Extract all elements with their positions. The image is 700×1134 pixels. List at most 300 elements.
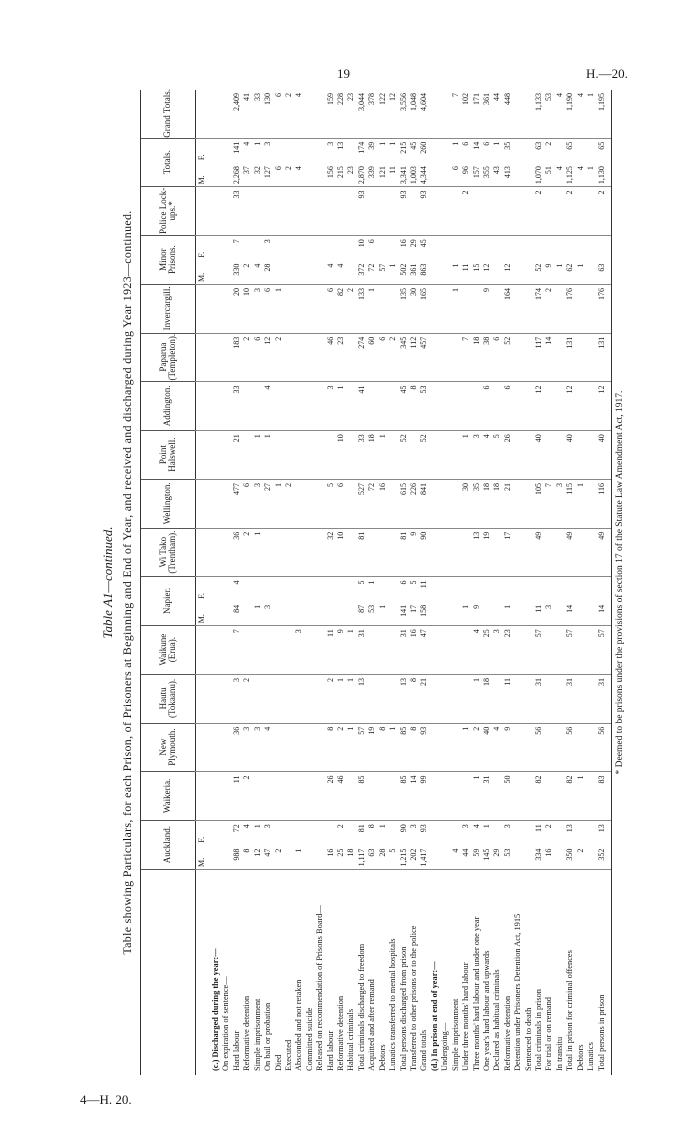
table-cell: 3 — [409, 824, 418, 829]
table-cell: 10 — [336, 434, 346, 443]
table-cell: 1,125 — [565, 166, 575, 185]
table-cell: 9 — [502, 726, 512, 731]
table-cell: 2 — [273, 848, 283, 853]
table-cell: 2 — [283, 166, 293, 171]
table-cell: 260 — [419, 141, 429, 154]
table-cell: 19 — [367, 726, 377, 735]
table-cell: 2,268 — [231, 166, 241, 185]
table-cell: 4 — [575, 93, 585, 97]
table-cell: 35 — [471, 483, 481, 491]
table-cell: 350 — [565, 848, 575, 861]
table-cell: 1 — [377, 141, 387, 146]
table-cell: 31 — [481, 775, 491, 784]
table-cell: 156 — [325, 166, 335, 179]
table-cell: 13 — [336, 141, 346, 150]
table-cell: 3 — [325, 141, 335, 146]
column-header: Auckland. — [141, 820, 195, 870]
row-label: Lunatics — [586, 1042, 596, 1071]
table-cell: 7 — [461, 336, 471, 341]
table-cell: 8 — [242, 848, 252, 853]
table-cell: 6 — [492, 336, 502, 341]
table-footnote: * Deemed to be prisons under the provisions of section 17 of the Statute Law Amendment Act, 1917. — [615, 390, 625, 775]
column-divider — [195, 382, 611, 383]
female-subheader: F. — [197, 154, 206, 161]
table-cell: 45 — [409, 141, 418, 150]
table-cell: 33 — [231, 190, 241, 199]
table-cell: 3 — [231, 678, 241, 682]
table-cell: 6 — [367, 239, 377, 244]
table-cell: 2 — [534, 190, 544, 195]
table-cell: 32 — [325, 531, 335, 540]
table-cell: 3 — [263, 824, 273, 829]
table-cell: 11 — [231, 775, 241, 784]
table-cell: 36 — [231, 531, 241, 540]
row-label: Reformative detention — [336, 995, 346, 1071]
table-cell: 1 — [388, 141, 398, 146]
table-cell: 2,870 — [356, 166, 366, 185]
table-cell: 4 — [252, 263, 262, 268]
table-cell: 16 — [409, 629, 418, 638]
page-reference: H.—20. — [586, 66, 628, 81]
table-cell: 37 — [242, 166, 252, 175]
table-cell: 3 — [325, 385, 335, 390]
table-cell: 133 — [356, 288, 366, 300]
table-cell: 28 — [263, 263, 273, 272]
table-cell: 448 — [502, 93, 512, 105]
table-cell: 12 — [481, 263, 491, 272]
table-cell: 6 — [377, 336, 387, 341]
table-cell: 23 — [346, 93, 356, 101]
table-cell: 23 — [336, 336, 346, 345]
table-cell: 41 — [242, 93, 252, 101]
table-cell: 53 — [419, 385, 429, 394]
column-divider — [195, 430, 611, 431]
table-cell: 361 — [481, 93, 491, 105]
table-cell: 135 — [398, 288, 408, 300]
table-cell: 5 — [388, 848, 398, 853]
row-label: Acquitted and after remand — [367, 979, 377, 1071]
table-cell: 3 — [252, 483, 262, 487]
table-cell: 5 — [409, 580, 418, 585]
table-cell: 44 — [492, 93, 502, 101]
table-cell: 4 — [575, 166, 585, 171]
table-cell: 1,133 — [534, 93, 544, 111]
table-cell: 4 — [294, 93, 304, 97]
table-cell: 1 — [377, 434, 387, 439]
table-cell: 25 — [336, 848, 346, 857]
table-cell: 1 — [450, 288, 460, 292]
table-cell: 14 — [596, 604, 606, 613]
prison-table — [140, 90, 612, 1075]
row-label: Debtors — [377, 1044, 387, 1071]
table-cell: 122 — [377, 93, 387, 105]
table-cell: 1 — [346, 629, 356, 634]
male-subheader: M. — [197, 857, 206, 867]
table-cell: 83 — [596, 775, 606, 784]
table-cell: 3,556 — [398, 93, 408, 111]
table-cell: 62 — [565, 263, 575, 272]
table-cell: 21 — [419, 678, 429, 686]
table-cell: 18 — [492, 483, 502, 491]
table-cell: 477 — [231, 483, 241, 495]
table-cell: 82 — [565, 775, 575, 784]
table-cell: 51 — [544, 166, 554, 175]
table-cell: 7 — [231, 239, 241, 244]
table-cell: 339 — [367, 166, 377, 179]
table-cell: 2 — [336, 824, 346, 829]
table-cell: 81 — [398, 531, 408, 540]
table-cell: 1 — [554, 263, 564, 268]
table-cell: 3 — [502, 824, 512, 829]
table-cell: 93 — [419, 726, 429, 735]
row-label: Detention under Prisoners Detention Act, 1915 — [513, 913, 523, 1071]
table-cell: 12 — [388, 93, 398, 101]
table-cell: 10 — [336, 531, 346, 540]
table-cell: 72 — [231, 824, 241, 833]
table-cell: 13 — [596, 824, 606, 833]
table-cell: 1 — [575, 483, 585, 487]
table-cell: 1 — [586, 166, 596, 171]
table-cell: 13 — [471, 531, 481, 540]
column-header: Waikune (Erua). — [141, 625, 195, 675]
table-cell: 81 — [356, 531, 366, 540]
row-label: Lunatics transferred to mental hospitals — [388, 938, 398, 1071]
table-cell: 378 — [367, 93, 377, 105]
table-cell: 4 — [263, 726, 273, 731]
table-cell: 26 — [325, 775, 335, 784]
column-header: Paparua (Templeton). — [141, 333, 195, 383]
table-cell: 345 — [398, 336, 408, 349]
table-cell: 4 — [325, 263, 335, 268]
row-label: Total persons in prison — [596, 994, 606, 1071]
table-cell: 1 — [252, 824, 262, 829]
table-cell: 2,409 — [231, 93, 241, 111]
table-cell: 8 — [409, 678, 418, 682]
table-cell: 2 — [471, 726, 481, 731]
row-label: In transitu — [554, 1036, 564, 1071]
table-cell: 117 — [534, 336, 544, 349]
table-cell: 35 — [502, 141, 512, 150]
table-cell: 57 — [534, 629, 544, 638]
table-cell: 23 — [502, 629, 512, 638]
row-label: Reformative detention — [242, 995, 252, 1071]
table-cell: 47 — [419, 629, 429, 638]
row-label: Total criminals discharged to freedom — [356, 943, 366, 1071]
table-cell: 1 — [461, 726, 471, 731]
table-cell: 72 — [367, 263, 377, 272]
table-cell: 8 — [409, 726, 418, 731]
table-cell: 10 — [242, 288, 252, 296]
table-cell: 3 — [252, 288, 262, 292]
table-cell: 31 — [596, 678, 606, 686]
table-cell: 21 — [231, 434, 241, 443]
table-cell: 1,070 — [534, 166, 544, 185]
row-label: Absconded and not retaken — [294, 979, 304, 1071]
table-cell: 85 — [398, 726, 408, 735]
table-cell: 1 — [502, 604, 512, 609]
column-header: Napier. — [141, 577, 195, 627]
table-cell: 38 — [481, 336, 491, 345]
table-cell: 18 — [346, 848, 356, 857]
female-subheader: F. — [197, 593, 206, 599]
table-cell: 1 — [252, 434, 262, 439]
row-label: Declared as habitual criminals — [492, 969, 502, 1071]
table-cell: 527 — [356, 483, 366, 495]
table-cell: 1 — [336, 678, 346, 682]
table-cell: 988 — [231, 848, 241, 861]
table-cell: 171 — [471, 93, 481, 105]
table-cell: 93 — [419, 824, 429, 833]
row-label: Reformative detention — [502, 995, 512, 1071]
table-cell: 90 — [398, 824, 408, 833]
row-label: Grand totals — [419, 1029, 429, 1071]
column-header: Point Halswell. — [141, 430, 195, 480]
table-cell: 4 — [242, 141, 252, 146]
table-cell: 81 — [356, 824, 366, 833]
table-cell: 44 — [461, 848, 471, 857]
row-label: Released on recommendation of Prisons Board— — [315, 905, 325, 1071]
table-cell: 2 — [544, 288, 554, 292]
table-cell: 3 — [242, 726, 252, 731]
table-cell: 14 — [471, 141, 481, 150]
male-subheader: M. — [197, 175, 206, 185]
table-cell: 4 — [450, 848, 460, 853]
table-cell: 12 — [596, 385, 606, 394]
table-cell: 11 — [419, 580, 429, 589]
table-cell: 8 — [409, 385, 418, 390]
table-cell: 457 — [419, 336, 429, 349]
table-cell: 2 — [283, 483, 293, 487]
table-cell: 413 — [502, 166, 512, 179]
row-label: Total criminals in prison — [534, 989, 544, 1071]
table-cell: 1 — [367, 288, 377, 292]
table-cell: 20 — [231, 288, 241, 296]
table-cell: 41 — [356, 385, 366, 394]
row-label: Total in prison for criminal offences — [565, 950, 575, 1071]
table-cell: 5 — [356, 580, 366, 585]
table-cell: 8 — [367, 824, 377, 829]
table-cell: 52 — [398, 434, 408, 443]
table-cell: 6 — [461, 141, 471, 146]
table-cell: 1 — [346, 726, 356, 731]
row-label: Total persons discharged from prison — [398, 946, 408, 1071]
table-cell: 502 — [398, 263, 408, 276]
table-cell: 1 — [586, 93, 596, 97]
table-cell: 49 — [565, 531, 575, 540]
table-cell: 90 — [419, 531, 429, 540]
table-label: Table A1—continued. — [100, 526, 115, 639]
table-cell: 7 — [544, 483, 554, 487]
table-cell: 40 — [565, 434, 575, 443]
table-cell: 164 — [502, 288, 512, 300]
row-label: (c.) Discharged during the year:— — [211, 948, 220, 1071]
table-cell: 3 — [294, 629, 304, 634]
column-divider — [195, 479, 611, 480]
table-cell: 6 — [242, 483, 252, 487]
table-cell: 18 — [367, 434, 377, 443]
table-cell: 176 — [596, 288, 606, 300]
table-cell: 4 — [554, 166, 564, 171]
table-cell: 17 — [502, 531, 512, 540]
table-cell: 11 — [388, 166, 398, 174]
table-cell: 6 — [336, 483, 346, 487]
table-cell: 121 — [377, 166, 387, 179]
table-cell: 1,048 — [409, 93, 418, 111]
table-cell: 863 — [419, 263, 429, 276]
table-cell: 157 — [471, 166, 481, 179]
table-cell: 215 — [336, 166, 346, 179]
row-label: (d.) In prison at end of year:— — [429, 961, 439, 1071]
table-cell: 3 — [263, 604, 273, 609]
table-cell: 93 — [398, 190, 408, 199]
table-cell: 11 — [325, 629, 335, 637]
table-cell: 1 — [492, 141, 502, 146]
table-cell: 4 — [471, 629, 481, 634]
column-header: Totals. — [141, 138, 195, 188]
table-cell: 57 — [565, 629, 575, 638]
table-cell: 2 — [596, 190, 606, 195]
table-cell: 6 — [252, 336, 262, 341]
table-cell: 116 — [596, 483, 606, 495]
table-cell: 215 — [398, 141, 408, 154]
table-cell: 5 — [492, 434, 502, 439]
table-cell: 12 — [565, 385, 575, 394]
table-cell: 28 — [377, 848, 387, 857]
table-cell: 2 — [242, 775, 252, 780]
column-header: New Plymouth. — [141, 723, 195, 773]
table-cell: 145 — [481, 848, 491, 861]
table-cell: 3,341 — [398, 166, 408, 185]
table-cell: 18 — [481, 678, 491, 686]
table-cell: 6 — [325, 288, 335, 292]
table-cell: 11 — [502, 678, 512, 686]
table-cell: 372 — [356, 263, 366, 276]
table-cell: 127 — [263, 166, 273, 179]
table-cell: 159 — [325, 93, 335, 105]
row-label: Committed suicide — [304, 1007, 314, 1071]
table-cell: 14 — [565, 604, 575, 613]
row-label: Habitual criminals — [346, 1008, 356, 1071]
table-cell: 33 — [356, 434, 366, 443]
male-subheader: M. — [197, 272, 206, 282]
table-cell: 6 — [450, 166, 460, 171]
table-cell: 13 — [356, 678, 366, 686]
table-cell: 16 — [325, 848, 335, 857]
table-cell: 12 — [534, 385, 544, 394]
column-header: Wellington. — [141, 479, 195, 529]
table-cell: 93 — [419, 190, 429, 199]
table-cell: 52 — [534, 263, 544, 272]
table-cell: 8 — [325, 726, 335, 731]
table-cell: 57 — [596, 629, 606, 638]
table-cell: 9 — [544, 263, 554, 268]
table-cell: 4 — [242, 824, 252, 829]
table-cell: 84 — [231, 604, 241, 613]
table-cell: 72 — [367, 483, 377, 491]
table-cell: 39 — [367, 141, 377, 150]
table-cell: 1 — [336, 385, 346, 390]
table-cell: 158 — [419, 604, 429, 617]
table-cell: 46 — [336, 775, 346, 784]
table-cell: 4,604 — [419, 93, 429, 111]
table-cell: 52 — [502, 336, 512, 345]
table-cell: 16 — [377, 483, 387, 491]
column-divider — [195, 820, 611, 821]
table-cell: 31 — [398, 629, 408, 638]
table-cell: 60 — [367, 336, 377, 345]
table-cell: 176 — [565, 288, 575, 300]
table-cell: 26 — [502, 434, 512, 443]
table-cell: 4 — [554, 93, 564, 97]
page-number: 19 — [337, 66, 350, 81]
table-cell: 6 — [398, 580, 408, 585]
table-cell: 174 — [356, 141, 366, 154]
table-cell: 2 — [544, 141, 554, 146]
table-cell: 14 — [544, 336, 554, 345]
table-cell: 30 — [461, 483, 471, 491]
table-cell: 63 — [367, 848, 377, 857]
table-cell: 226 — [409, 483, 418, 495]
table-cell: 31 — [356, 629, 366, 638]
table-cell: 1 — [450, 141, 460, 146]
row-label: Died — [273, 1054, 283, 1071]
table-cell: 1 — [481, 824, 491, 829]
table-cell: 87 — [356, 604, 366, 613]
table-cell: 1 — [461, 434, 471, 439]
column-divider — [195, 674, 611, 675]
table-cell: 46 — [325, 336, 335, 345]
table-cell: 65 — [596, 141, 606, 150]
row-label: Sentenced to death — [523, 1007, 533, 1071]
table-cell: 2 — [283, 93, 293, 97]
table-cell: 1,003 — [409, 166, 418, 185]
row-label: Simple imprisonment — [450, 998, 460, 1071]
table-cell: 7 — [231, 629, 241, 634]
column-header: Hautu (Tokaanu). — [141, 674, 195, 724]
table-cell: 3 — [544, 604, 554, 609]
table-cell: 1,215 — [398, 848, 408, 867]
table-cell: 115 — [565, 483, 575, 495]
table-cell: 3,044 — [356, 93, 366, 111]
column-header: Invercargill. — [141, 284, 195, 334]
table-cell: 1 — [450, 263, 460, 268]
table-cell: 1 — [388, 263, 398, 268]
table-cell: 45 — [398, 385, 408, 394]
table-cell: 3 — [461, 824, 471, 829]
row-label: Under three months' hard labour — [461, 962, 471, 1071]
table-cell: 2 — [242, 531, 252, 536]
table-cell: 141 — [231, 141, 241, 154]
column-header: Wi Tako (Trentham). — [141, 528, 195, 578]
table-cell: 1 — [346, 678, 356, 682]
column-divider — [195, 235, 611, 236]
table-cell: 8 — [377, 726, 387, 731]
table-cell: 2 — [242, 678, 252, 682]
table-cell: 53 — [502, 848, 512, 857]
table-cell: 2 — [273, 336, 283, 341]
table-cell: 2 — [336, 726, 346, 731]
table-cell: 1,195 — [596, 93, 606, 111]
table-cell: 13 — [565, 824, 575, 833]
table-cell: 2 — [346, 288, 356, 292]
female-subheader: F. — [197, 251, 206, 258]
female-subheader: F. — [197, 836, 206, 843]
table-cell: 2 — [388, 336, 398, 341]
table-cell: 36 — [231, 726, 241, 735]
table-cell: 1 — [367, 580, 377, 585]
table-cell: 27 — [263, 483, 273, 491]
table-cell: 1 — [252, 141, 262, 146]
